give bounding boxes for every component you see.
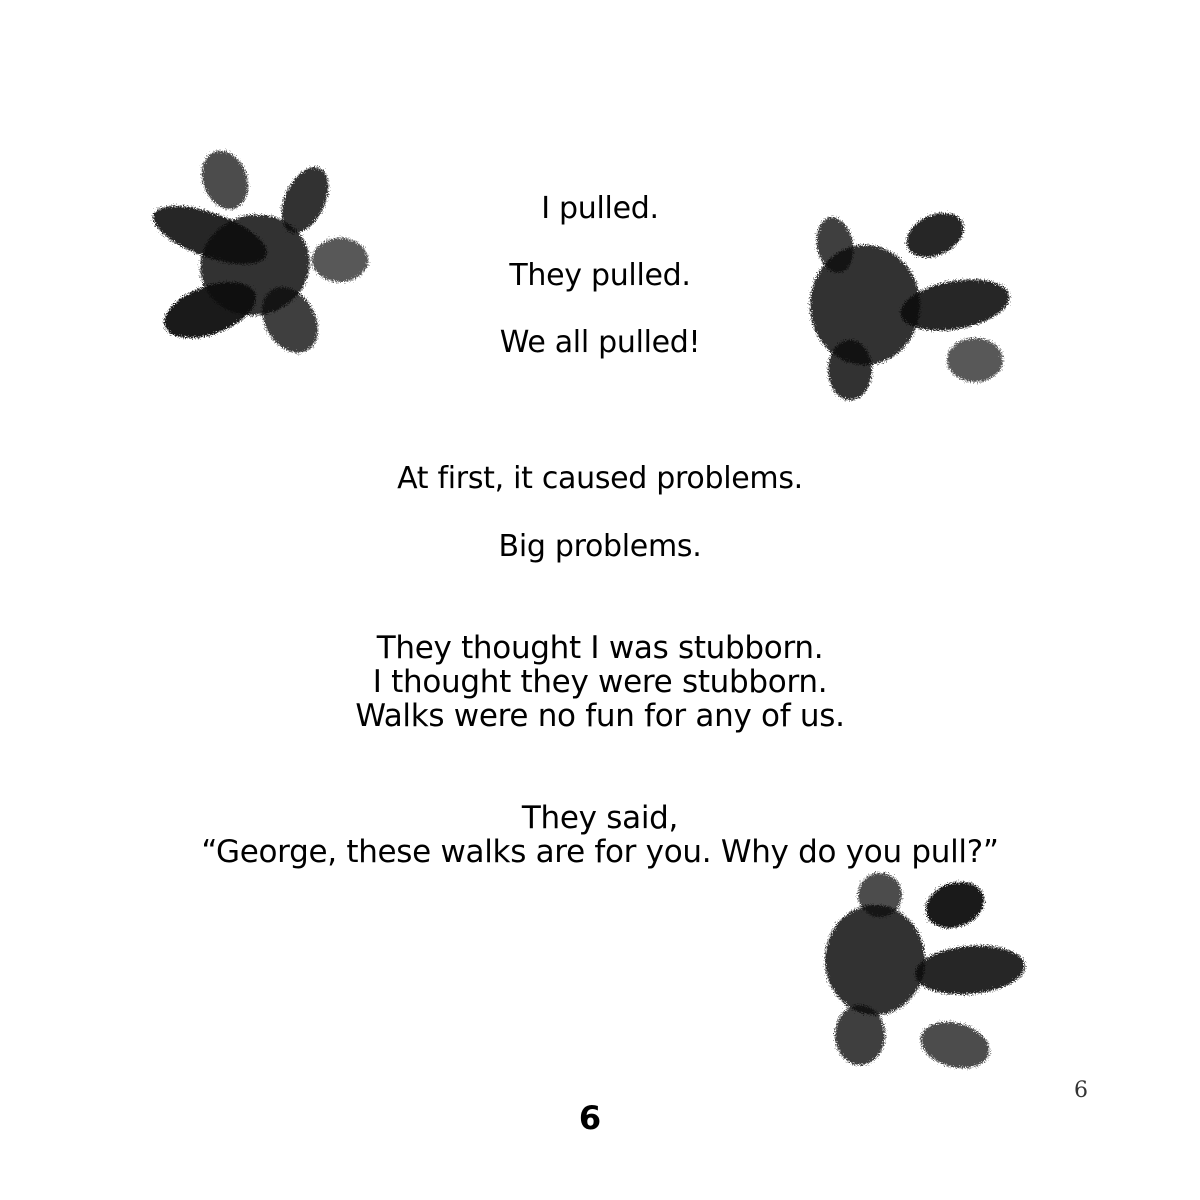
text-line: They said,	[521, 800, 679, 836]
stanza	[0, 801, 1200, 869]
text-line: “George, these walks are for you. Why do you pull?”	[201, 834, 999, 870]
text-line: We all pulled!	[499, 325, 701, 360]
text-line: I pulled.	[541, 191, 659, 226]
text-line: They pulled.	[509, 258, 691, 293]
text-line: I thought they were stubborn.	[372, 664, 828, 700]
page-number-corner: 6	[1074, 1078, 1088, 1103]
text-line: Walks were no fun for any of us.	[355, 698, 845, 734]
text-line: Big problems.	[498, 529, 702, 564]
paw-print-icon	[790, 870, 1040, 1090]
paw-print-icon	[775, 195, 1035, 415]
text-line: They thought I was stubborn.	[376, 630, 824, 666]
stanza	[0, 631, 1200, 733]
text-line: At first, it caused problems.	[397, 461, 803, 496]
page-number: 6	[578, 1099, 602, 1137]
